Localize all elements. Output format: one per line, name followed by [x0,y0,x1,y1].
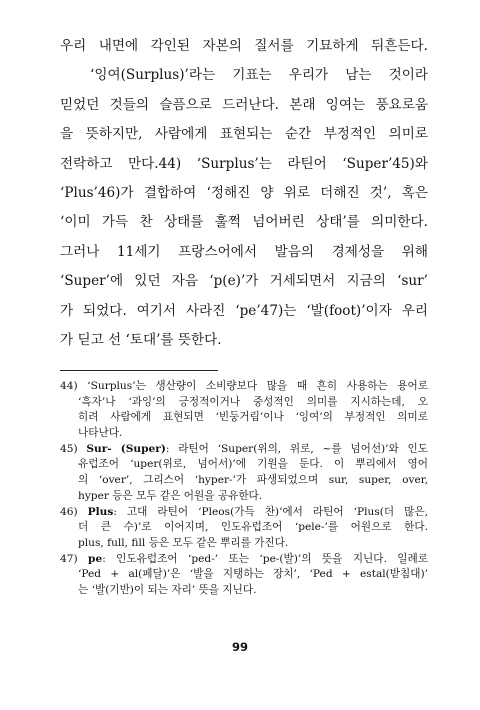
footnote-number: 46) [60,505,78,518]
footnote-45-line: 의 ‘over’, 그리스어 ‘hyper-’가 파생되었으며 sur, super, over, [78,474,428,487]
body-line: ‘Plus’46)가 결합하여 ‘정해진 양 위로 더해진 것’, 혹은 [60,184,428,201]
footnote-45-line: 유럽조어 ‘uper(위로, 넘어서)’에 기원을 둔다. 이 뿌리에서 영어 [78,458,428,471]
footnote-text: : 고대 라틴어 ‘Pleos(가득 찬)’에서 라틴어 ‘Plus(더 많은, [113,505,428,518]
body-line: 우리 내면에 각인된 자본의 질서를 기묘하게 뒤흔든다. [60,38,428,54]
body-line: ‘Super’에 있던 자음 ‘p(e)’가 거세되면서 지금의 ‘sur’ [60,273,428,290]
footnote-headword: Sur- (Super) [86,442,166,455]
footnote-separator [60,370,218,371]
body-line: 전락하고 만다.44) ‘Surplus’는 라틴어 ‘Super’45)와 [60,155,428,172]
footnote-45-line: hyper 등은 모두 같은 어원을 공유한다. [78,489,263,502]
footnote-number: 47) [60,552,78,565]
footnote-headword: Plus [87,505,114,518]
body-line: 믿었던 것들의 슬픔으로 드러난다. 본래 잉여는 풍요로움 [60,96,428,113]
footnote-47-line: 는 ‘발(기반)이 되는 자리’ 뜻을 지닌다. [78,583,257,596]
footnote-46-line: plus, full, fill 등은 모두 같은 뿌리를 가진다. [78,536,289,549]
footnote-46-line: 더 큰 수)’로 이어지며, 인도유럽조어 ‘pele-’를 어원으로 한다. [78,521,428,534]
footnote-44-line: 나타난다. [78,427,123,440]
footnote-44-line [60,379,428,395]
body-line: ‘잉여(Surplus)’라는 기표는 우리가 남는 것이라 [90,67,428,84]
body-line: 가 딛고 선 ‘토대’를 뜻한다. [60,331,222,348]
footnote-47-line [60,552,428,568]
page-number: 99 [231,640,248,654]
footnote-45-line [60,442,428,458]
footnotes [60,379,428,599]
body-line: 그러나 11세기 프랑스어에서 발음의 경제성을 위해 [60,243,428,260]
body-text [60,32,428,355]
body-line: 을 뜻하지만, 사람에게 표현되는 순간 부정적인 의미로 [60,126,428,143]
footnote-text: : 인도유럽조어 ‘ped-’ 또는 ‘pe-(발)’의 뜻을 지닌다. 일례로 [102,552,428,565]
footnote-number: 44) [60,380,78,392]
footnote-text: ‘Surplus’는 생산량이 소비량보다 많을 때 흔히 사용하는 용어로 [87,380,428,392]
body-line: 가 되었다. 여기서 사라진 ‘pe’47)는 ‘발(foot)’이자 우리 [60,302,428,319]
footnote-number: 45) [60,442,78,455]
footnote-46-line [60,505,428,521]
footnote-44-line: 히려 사람에게 표현되면 ‘빈둥거림’이나 ‘잉여’의 부정적인 의미로 [78,411,428,424]
footnote-47-line: ‘Ped + al(페달)’은 ‘발을 지탱하는 장치’, ‘Ped + estal(받침대)’ [78,568,428,581]
body-line: ‘이미 가득 찬 상태를 훌쩍 넘어버린 상태’를 의미한다. [60,214,428,231]
footnote-44-line: ‘흑자’나 ‘과잉’의 긍정적이거나 중성적인 의미를 지시하는데, 오 [78,395,428,408]
footnote-headword: pe [88,552,103,565]
footnote-text: : 라틴어 ‘Super(위의, 위로, ~를 넘어선)’와 인도 [165,442,428,455]
